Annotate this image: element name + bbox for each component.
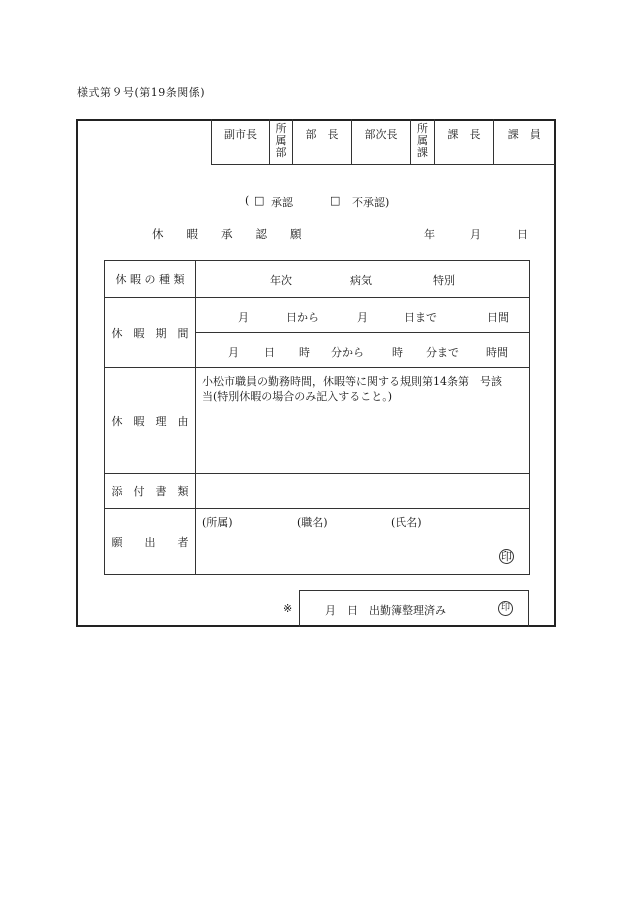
hours-start-hour: 時 [299, 346, 310, 359]
approval-stamp-table [211, 119, 555, 165]
reject-label: 不承認) [352, 196, 390, 209]
applicant-affiliation: (所属) [202, 516, 233, 529]
hours-total: 時間 [486, 346, 508, 359]
approval-open-paren: ( [245, 194, 250, 207]
leave-type-special[interactable]: 特別 [433, 274, 455, 287]
stamp-department[interactable]: 所 属 部 [270, 119, 293, 164]
leave-period-days-cell[interactable] [196, 298, 530, 333]
leave-reason-cell[interactable] [196, 368, 530, 474]
stamp-department-head[interactable]: 部 長 [293, 119, 352, 164]
attendance-processed-text: 出勤簿整理済み [369, 604, 446, 617]
applicant-seal-icon: 印 [501, 550, 512, 563]
applicant-name: (氏名) [391, 516, 422, 529]
date-day: 日 [517, 228, 528, 241]
approve-checkbox[interactable]: □ [254, 194, 265, 207]
applicant-label: 願 出 者 [105, 509, 196, 575]
period-start-day: 日から [286, 311, 319, 324]
leave-period-hours-cell[interactable] [196, 333, 530, 368]
period-total-days: 日間 [487, 311, 509, 324]
stamp-section[interactable]: 所 属 課 [411, 119, 435, 164]
leave-period-label: 休 暇 期 間 [105, 298, 196, 368]
date-month: 月 [470, 228, 481, 241]
period-end-month: 月 [357, 311, 368, 324]
reason-text-line1: 小松市職員の勤務時間，休暇等に関する規則第14条第 号該 [202, 375, 502, 388]
hours-month: 月 [228, 346, 239, 359]
applicant-cell[interactable] [196, 509, 530, 575]
form-number-label: 様式第９号(第19条関係) [77, 86, 206, 99]
footer-day: 日 [347, 604, 358, 617]
leave-type-label: 休 暇 の 種 類 [105, 261, 196, 298]
stamp-vice-mayor[interactable]: 副市長 [212, 119, 270, 164]
leave-type-annual[interactable]: 年次 [270, 274, 292, 287]
reject-checkbox[interactable]: □ [330, 194, 341, 207]
attachments-label: 添 付 書 類 [105, 474, 196, 509]
reason-text-line2: 当(特別休暇の場合のみ記入すること。) [202, 390, 393, 403]
footer-seal-icon: 印 [498, 601, 513, 616]
applicant-title: (職名) [297, 516, 328, 529]
period-start-month: 月 [238, 311, 249, 324]
leave-request-table [104, 260, 530, 575]
hours-end-hour: 時 [392, 346, 403, 359]
hours-start-minute: 分から [331, 346, 364, 359]
reference-mark: ※ [283, 602, 293, 615]
hours-end-minute: 分まで [426, 346, 459, 359]
footer-month: 月 [325, 604, 336, 617]
stamp-deputy-head[interactable]: 部次長 [352, 119, 411, 164]
stamp-staff[interactable]: 課 員 [494, 119, 555, 164]
leave-reason-label: 休 暇 理 由 [105, 368, 196, 474]
attachments-cell[interactable] [196, 474, 530, 509]
leave-type-cell[interactable] [196, 261, 530, 298]
leave-type-sick[interactable]: 病気 [350, 274, 372, 287]
date-year: 年 [424, 228, 435, 241]
period-end-day: 日まで [404, 311, 437, 324]
hours-day: 日 [264, 346, 275, 359]
approve-label: 承認 [271, 196, 293, 209]
form-title: 休 暇 承 認 願 [152, 227, 302, 241]
stamp-section-chief[interactable]: 課 長 [435, 119, 494, 164]
